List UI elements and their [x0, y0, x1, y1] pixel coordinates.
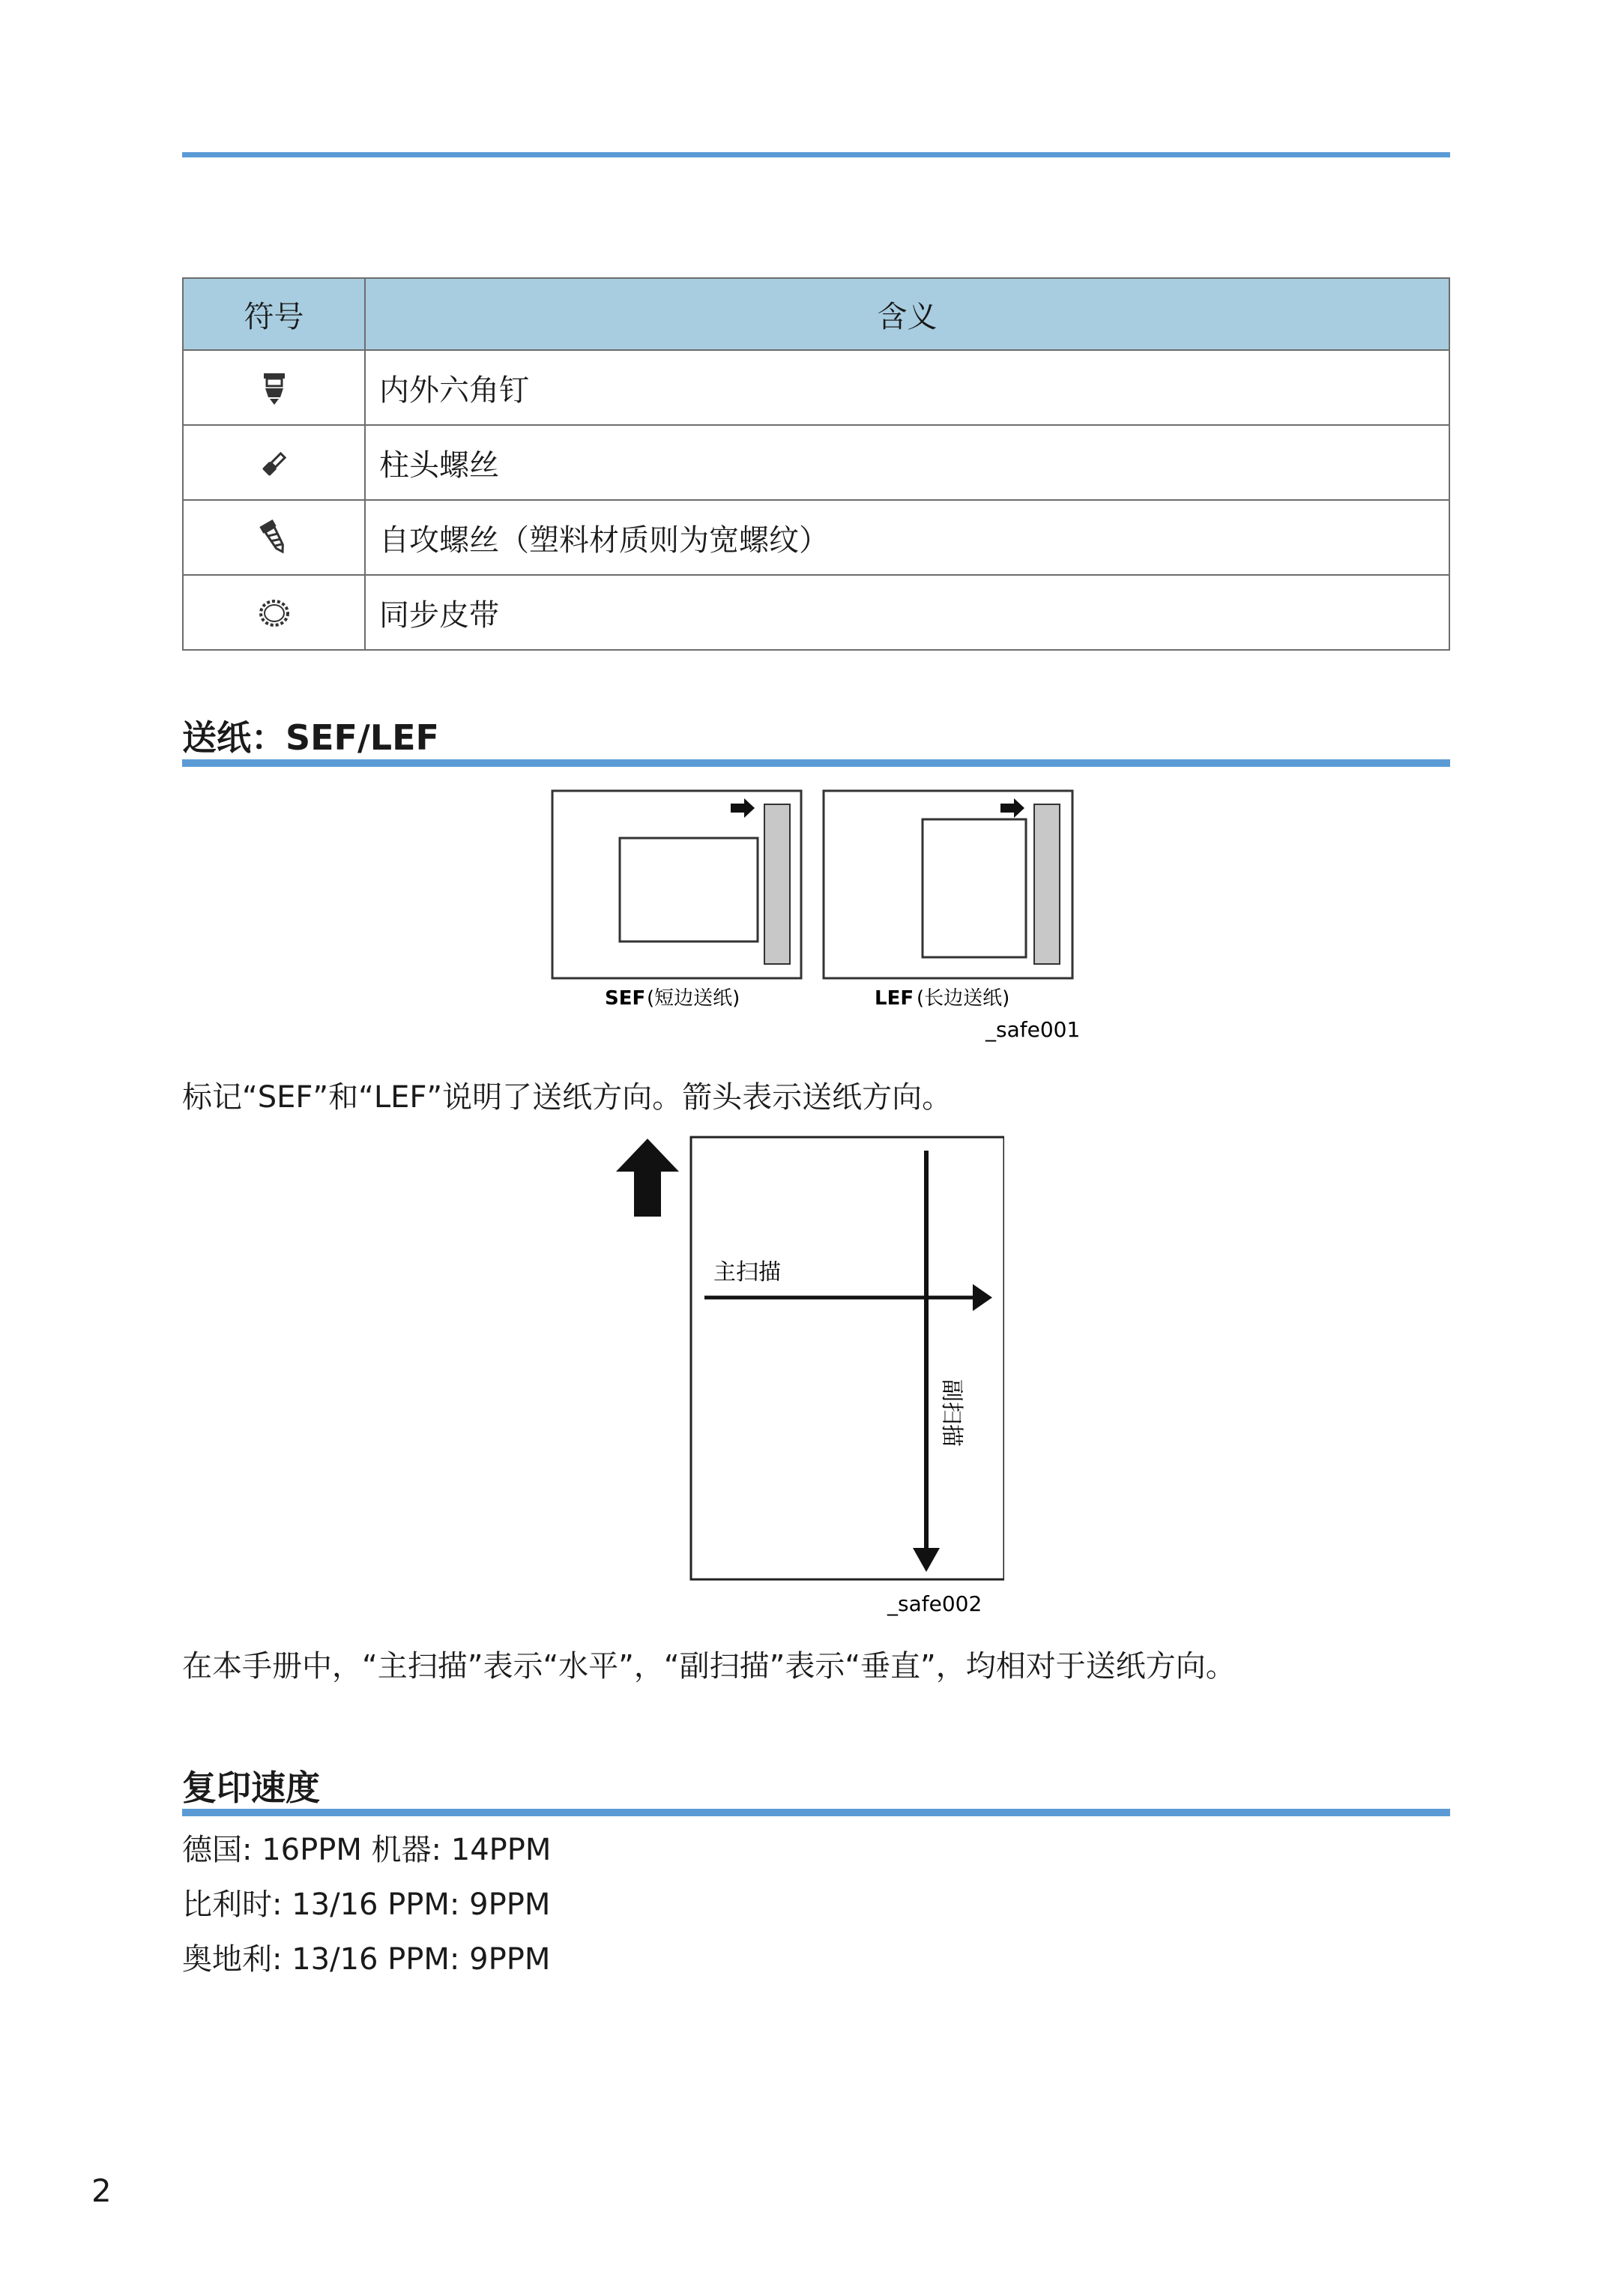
speed-line: 比利时: 13/16 PPM: 9PPM	[182, 1887, 551, 1922]
feed-description: 标记“SEF”和“LEF”说明了送纸方向。箭头表示送纸方向。	[182, 1080, 953, 1115]
lef-sublabel: (长边送纸)	[917, 987, 1010, 1010]
timing-belt-icon	[256, 595, 292, 631]
section-rule-speed	[182, 1809, 1450, 1816]
meaning-cell: 内外六角钉	[365, 350, 1449, 425]
sub-scan-label: 副扫描	[938, 1379, 965, 1447]
scan-note: 在本手册中，“主扫描”表示“水平”，“副扫描”表示“垂直”，均相对于送纸方向。	[182, 1649, 1236, 1684]
page-number: 2	[91, 2172, 112, 2209]
section-title-feed: 送纸：SEF/LEF	[182, 717, 439, 758]
sef-label: SEF	[605, 987, 646, 1010]
header-symbol: 符号	[183, 278, 365, 350]
table-row	[183, 425, 1449, 500]
speed-line: 奥地利: 13/16 PPM: 9PPM	[182, 1942, 551, 1977]
main-scan-label: 主扫描	[713, 1259, 781, 1286]
table-row	[183, 575, 1449, 650]
meaning-cell: 柱头螺丝	[365, 425, 1449, 500]
speed-line: 德国: 16PPM 机器: 14PPM	[182, 1833, 552, 1867]
standoff-screw-icon	[259, 370, 289, 406]
symbol-table	[182, 277, 1450, 651]
scan-direction-figure	[615, 1136, 1004, 1630]
tapping-screw-icon	[258, 518, 291, 557]
feed-arrow-icon	[616, 1139, 679, 1217]
table-row	[183, 500, 1449, 575]
figure-code-2: _safe002	[887, 1591, 982, 1616]
stud-screw-icon	[258, 448, 291, 480]
section-rule-feed	[182, 759, 1450, 767]
header-rule	[182, 152, 1450, 157]
table-row	[183, 350, 1449, 425]
section-title-speed: 复印速度	[182, 1768, 320, 1808]
lef-label: LEF	[875, 987, 914, 1010]
meaning-cell: 同步皮带	[365, 575, 1449, 650]
meaning-cell: 自攻螺丝（塑料材质则为宽螺纹）	[365, 500, 1449, 575]
figure-code-1: _safe001	[985, 1017, 1081, 1042]
header-meaning: 含义	[365, 278, 1449, 350]
sef-sublabel: (短边送纸)	[647, 987, 740, 1010]
table-header-row	[183, 278, 1449, 350]
sef-lef-figure	[551, 787, 1090, 1057]
